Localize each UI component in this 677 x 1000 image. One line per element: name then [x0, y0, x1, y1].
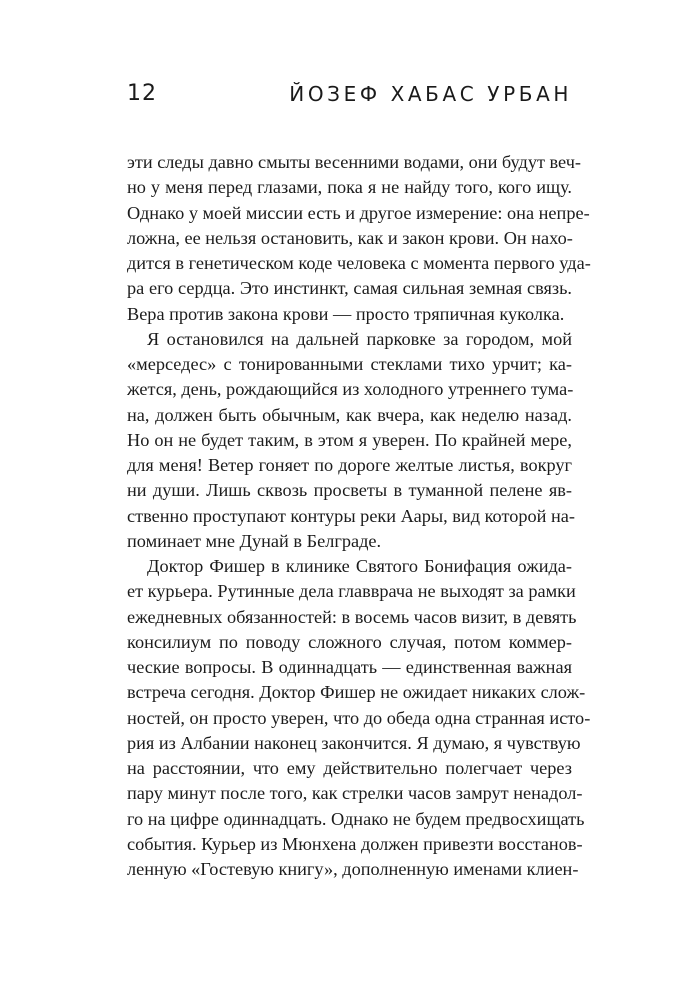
- text-line: Однако у моей миссии есть и другое измерение: она непре-: [127, 202, 590, 223]
- text-line: Но он не будет таким, в этом я уверен. По крайней мере,: [127, 429, 572, 450]
- text-line: Вера против закона крови — просто тряпичная куколка.: [127, 303, 565, 324]
- text-line: на расстоянии, что ему действительно полегчает через: [127, 758, 572, 778]
- text-line: ра его сердца. Это инстинкт, самая сильная земная связь.: [127, 278, 572, 299]
- text-line: ственно проступают контуры реки Аары, вид которой на-: [127, 505, 575, 526]
- paragraph: [127, 554, 591, 882]
- text-line: ностей, он просто уверен, что до обеда одна странная исто-: [127, 707, 591, 728]
- text-line: жется, день, рождающийся из холодного утреннего тума-: [127, 379, 574, 400]
- text-line: Я остановился на дальней парковке за городом, мой: [147, 328, 572, 349]
- text-line: поминает мне Дунай в Белграде.: [127, 530, 382, 551]
- text-line: ленную «Гостевую книгу», дополненную именами клиен-: [127, 859, 579, 879]
- text-line: эти следы давно смыты весенними водами, они будут веч-: [127, 152, 581, 172]
- text-line: консилиум по поводу сложного случая, потом коммер-: [127, 631, 572, 652]
- text-line: дится в генетическом коде человека с момента первого уда-: [127, 253, 591, 273]
- text-line: «мерседес» с тонированными стеклами тихо урчит; ка-: [127, 354, 572, 374]
- text-line: ческие вопросы. В одиннадцать — единственная важная: [127, 657, 572, 677]
- text-line: го на цифре одиннадцать. Однако не будем предвосхищать: [127, 808, 585, 829]
- running-head-author: ЙОЗЕФ ХАБАС УРБАН: [289, 82, 572, 106]
- paragraph: [127, 327, 575, 554]
- text-line: на, должен быть обычным, как вчера, как неделю назад.: [127, 404, 572, 425]
- text-line: для меня! Ветер гоняет по дороге желтые листья, вокруг: [127, 455, 572, 475]
- text-line: Доктор Фишер в клинике Святого Бонифация ожида-: [147, 556, 572, 576]
- text-line: ложна, ее нельзя остановить, как и закон крови. Он нахо-: [127, 227, 573, 248]
- text-line: рия из Албании наконец закончится. Я думаю, я чувствую: [127, 732, 581, 753]
- text-line: но у меня перед глазами, пока я не найду того, кого ищу.: [127, 177, 572, 198]
- text-line: ежедневных обязанностей: в восемь часов визит, в девять: [127, 606, 577, 627]
- text-line: события. Курьер из Мюнхена должен привезти восстанов-: [127, 833, 583, 854]
- body-text: [127, 150, 591, 882]
- paragraph: [127, 150, 591, 327]
- text-line: ни души. Лишь сквозь просветы в туманной пелене яв-: [127, 480, 572, 501]
- text-line: ет курьера. Рутинные дела главврача не выходят за рамки: [127, 581, 576, 602]
- text-line: пару минут после того, как стрелки часов замрут ненадол-: [127, 783, 583, 804]
- text-line: встреча сегодня. Доктор Фишер не ожидает никаких слож-: [127, 682, 586, 703]
- running-header: [127, 74, 572, 114]
- page-number: 12: [127, 81, 157, 106]
